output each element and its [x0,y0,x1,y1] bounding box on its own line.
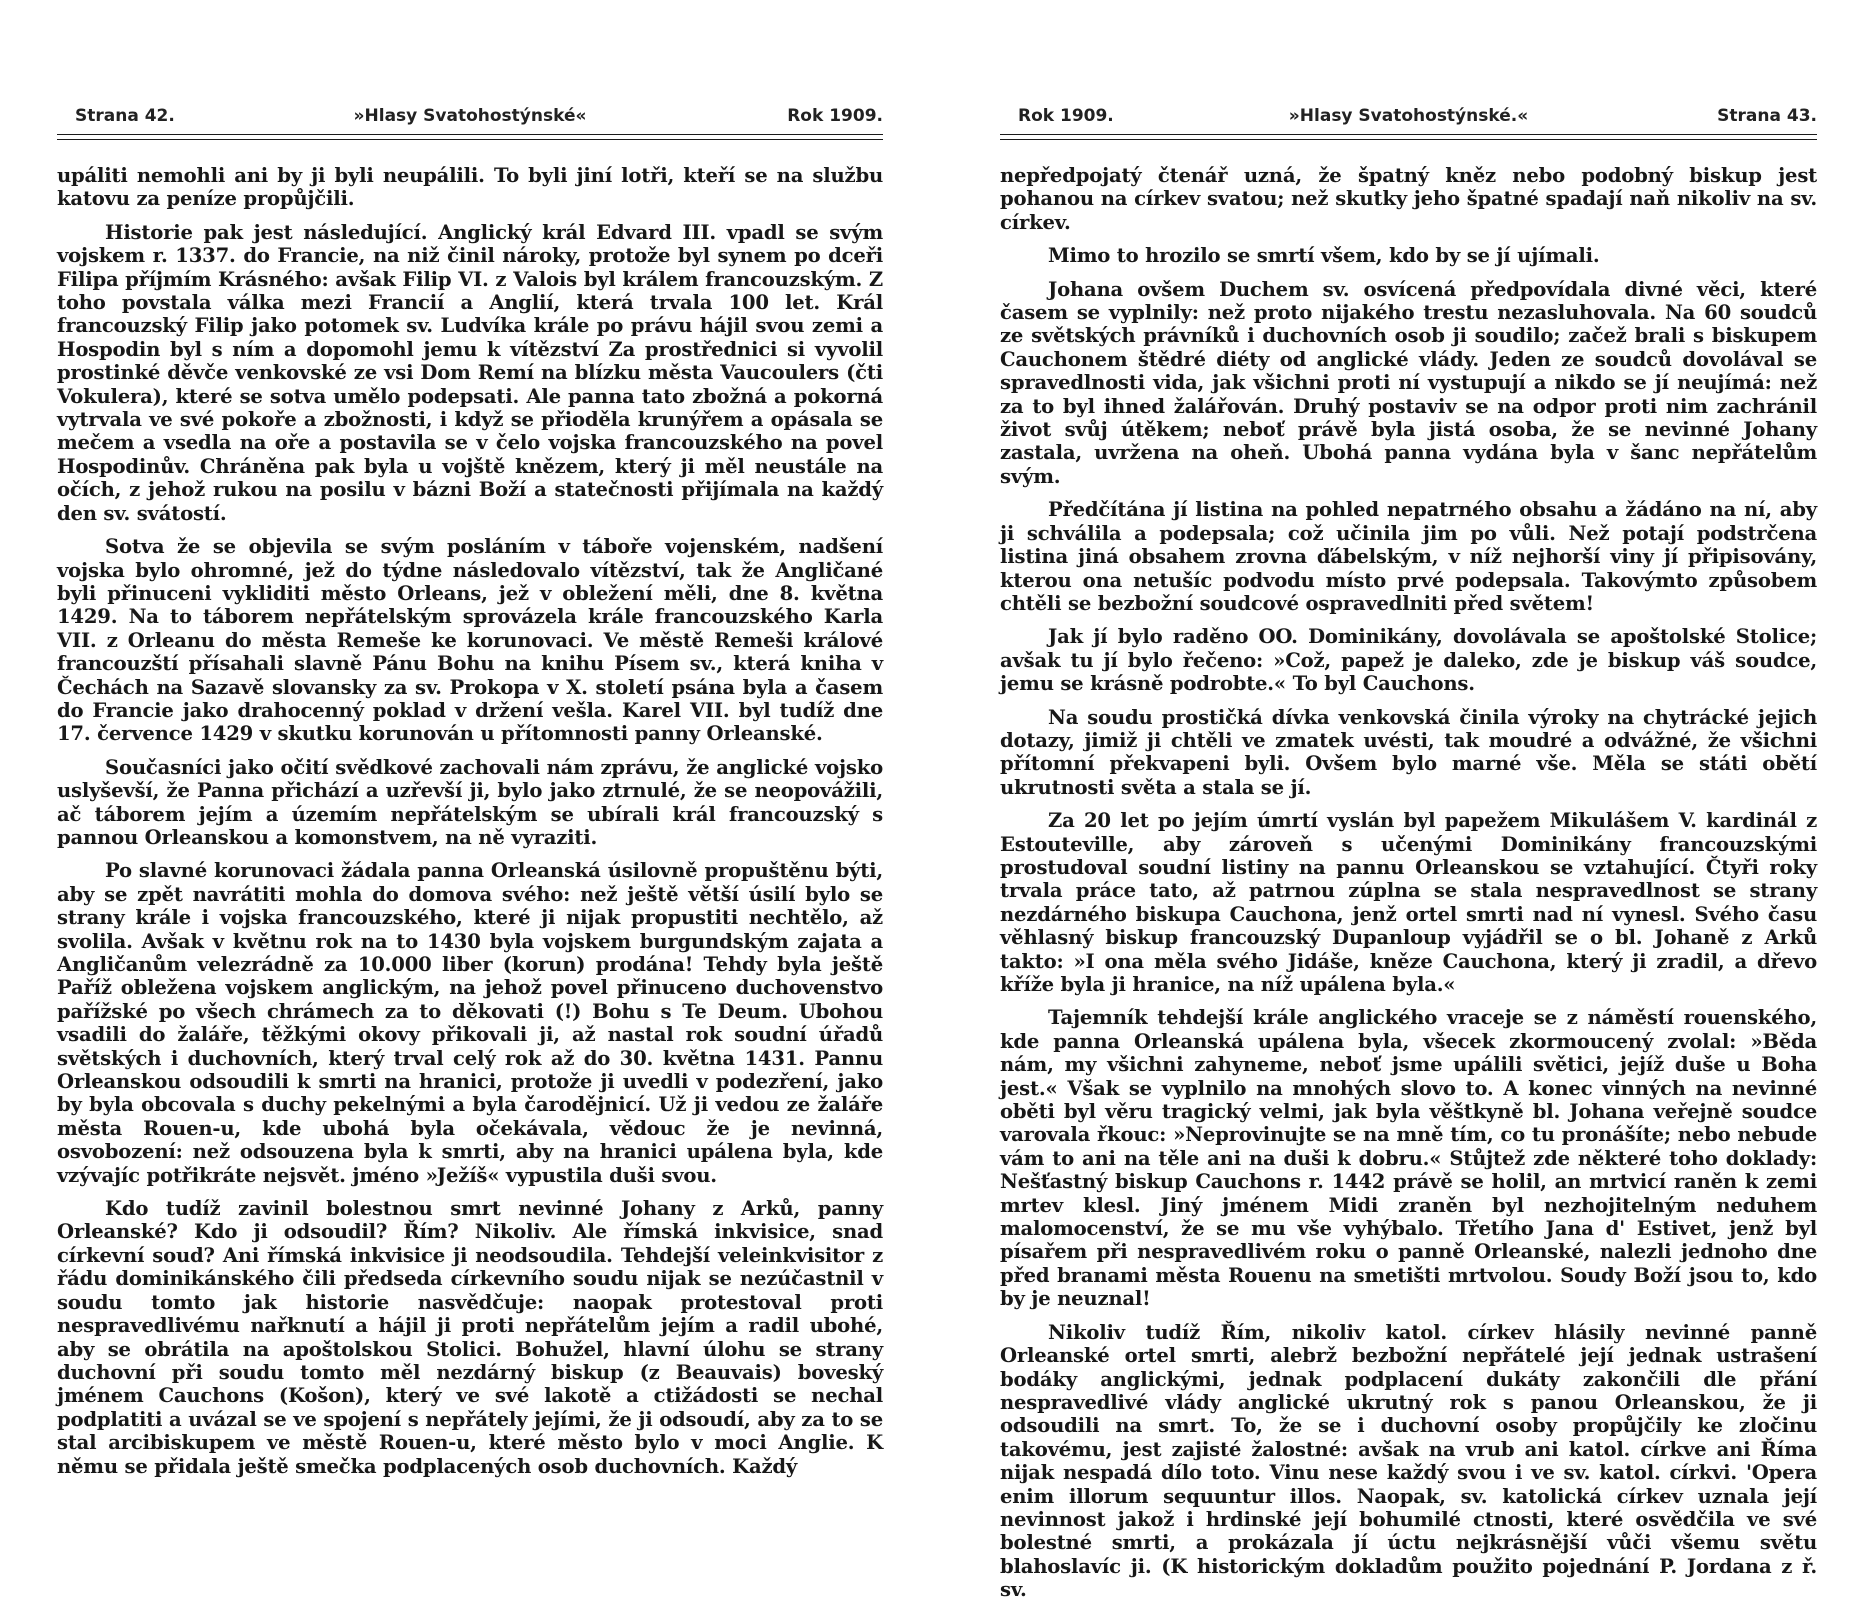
paragraph: Johana ovšem Duchem sv. osvícená předpovídala divné věci, které časem se vyplnily: než proto nijakého trestu nezasluhovala. Na 60 soudců ze světských právníků i duchovních osob ji soudilo; začež brali s biskupem Cauchonem štědré diéty od anglické vlády. Jeden ze soudců dovolával se spravedlnosti vida, jak všichni proti ní vystupují a nikdo se jí neujímá: než za to byl ihned žalářován. Druhý postaviv se na odpor proti nim zachránil život svůj útěkem; neboť právě byla jistá osoba, že se nevinné Johany zastala, uvržena na oheň. Ubohá panna vydána byla v šanc nepřátelům svým. [1000,277,1817,488]
paragraph: Sotva že se objevila se svým posláním v táboře vojenském, nadšení vojska bylo ohromné, jež do týdne následovalo vítězství, tak že Angličané byli přinuceni vykliditi město Orleans, jež v obležení měli, dne 8. května 1429. Na to táborem nepřátelským sprovázela krále francouzského Karla VII. z Orleanu do města Remeše ke korunovaci. Ve městě Remeši králové francouzští přísahali slavně Pánu Bohu na knihu Písem sv., která kniha v Čechách na Sazavě slovansky za sv. Prokopa v X. století psána byla a časem do Francie jako drahocenný poklad v držení vešla. Karel VII. byl tudíž dne 17. července 1429 v skutku korunován u přítomnosti panny Orleanské. [57,535,883,746]
paragraph: Historie pak jest následující. Anglický král Edvard III. vpadl se svým vojskem r. 1337. do Francie, na niž činil nároky, protože byl synem po dceři Filipa příjmím Krásného: avšak Filip VI. z Valois byl králem francouzským. Z toho povstala válka mezi Francií a Anglií, která trvala 100 let. Král francouzský Filip jako potomek sv. Ludvíka krále po právu hájil svou zemi a Hospodin byl s ním a dopomohl jemu k vítězství Za prostřednici si vyvolil prostinké děvče venkovské ze vsi Dom Remí na blízku města Vaucoulers (čti Vokulera), které se sotva umělo podepsati. Ale panna tato zbožná a pokorná vytrvala ve své pokoře a zbožnosti, i když se přioděla krunýřem a opásala se mečem a vsedla na oře a postavila se v čelo vojska francouzského na povel Hospodinův. Chráněna pak byla u vojště knězem, který ji měl neustále na očích, z jehož rukou na posilu v bázni Boží a statečnosti přijímala na každý den sv. svátostí. [57,220,883,525]
header-rule [57,134,883,135]
right-page-header [1000,106,1817,136]
journal-title: »Hlasy Svatohostýnské.« [1288,106,1529,126]
paragraph: Kdo tudíž zavinil bolestnou smrt nevinné Johany z Arků, panny Orleanské? Kdo ji odsoudil? Řím? Nikoliv. Ale římská inkvisice, snad církevní soud? Ani římská inkvisice ji neodsoudila. Tehdejší veleinkvisitor z řádu dominikánského čili předseda církevního soudu nijak se nezúčastnil v soudu tomto jak historie nasvědčuje: naopak protestoval proti nespravedlivému nařknutí a hájil ji proti nepřátelům jejím a radil ubohé, aby se obrátila na apoštolskou Stolici. Bohužel, hlavní úlohu se strany duchovní při soudu tomto měl nezdárný biskup (z Beauvais) boveský jménem Cauchons (Košon), který ve své lakotě a ctižádosti se nechal podplatiti a uvázal se ve spojení s nepřátely jejími, že ji odsoudí, aby za to se stal arcibiskupem ve městě Rouen-u, které město bylo v moci Anglie. K němu se přidala ještě smečka podplacených osob duchovních. Každý [57,1197,883,1478]
paragraph: Po slavné korunovaci žádala panna Orleanská úsilovně propuštěnu býti, aby se zpět navrátiti mohla do domova svého: než ještě větší úsilí bylo se strany krále i vojska francouzského, které ji nijak propustiti nechtělo, až svolila. Avšak v květnu rok na to 1430 byla vojskem burgundským zajata a Angličanům velezrádně za 10.000 liber (korun) prodána! Tehdy byla ještě Paříž obležena vojskem anglickým, na jehož povel přinuceno duchovenstvo pařížské po všech chrámech za to děkovati (!) Bohu s Te Deum. Ubohou vsadili do žaláře, těžkými okovy přikovali ji, až nastal rok soudní úřadů světských i duchovních, který trval celý rok až do 30. května 1431. Pannu Orleanskou odsoudili k smrti na hranici, protože ji uvedli v podezření, jako by byla obcovala s duchy pekelnými a byla čarodějnicí. Už ji vedou ze žaláře města Rouen-u, kde ubohá byla očekávala, vědouc že je nevinná, osvobození: než odsouzena byla k smrti, aby na hranici upálena byla, kde vzývajíc potřikráte nejsvět. jméno »Ježíš« vypustila duši svou. [57,859,883,1187]
page-number: Strana 43. [1717,106,1817,126]
header-rule [57,139,883,140]
header-rule [1000,139,1817,140]
paragraph: Tajemník tehdejší krále anglického vraceje se z náměstí rouenského, kde panna Orleanská upálena byla, všecek zkormoucený zvolal: »Běda nám, my všichni zahyneme, neboť jsme upálili světici, jejíž duše u Boha jest.« Však se vyplnilo na mnohých slovo to. A konec vinných na nevinné oběti byl věru tragický velmi, jak byla věštkyně bl. Johana veřejně soudce varovala řkouc: »Neprovinujte se na mně tím, co tu pronášíte; nebo nebude vám to ani na těle ani na duši k dobru.« Stůjtež zde některé toho doklady: Nešťastný biskup Cauchons r. 1442 právě se holil, an mrtvicí raněn k zemi mrtev klesl. Jiný jménem Midi zraněn byl nezhojitelným neduhem malomocenství, že se mu vše vyhýbalo. Třetího Jana d' Estivet, jenž byl písařem při nespravedlivém roku o panně Orleanské, nalezli jednoho dne před branami města Rouenu na smetišti mrtvolou. Soudy Boží jsou to, kdo by je neuznal! [1000,1006,1817,1311]
paragraph: Současníci jako očití svědkové zachovali nám zprávu, že anglické vojsko uslyševší, že Panna přichází a uzřevší ji, bylo jako ztrnulé, že se neopovážili, ač táborem jejím a územím nepřátelským se ubírali král francouzský s pannou Orleanskou a komonstvem, na ně vyraziti. [57,755,883,849]
journal-title: »Hlasy Svatohostýnské« [353,106,587,126]
paragraph: Mimo to hrozilo se smrtí všem, kdo by se jí ujímali. [1048,244,1600,268]
paragraph: Předčítána jí listina na pohled nepatrného obsahu a žádáno na ní, aby ji schválila a podepsala; což učinila jim po vůli. Než potají podstrčena listina jiná obsahem zrovna ďábelským, v níž nejhorší viny jí připisovány, kterou ona netušíc podvodu místo prvé podepsala. Takovýmto způsobem chtěli se bezbožní soudcové ospravedlniti před světem! [1000,498,1817,615]
paragraph: Jak jí bylo raděno OO. Dominikány, dovolávala se apoštolské Stolice; avšak tu jí bylo řečeno: »Což, papež je daleko, zde je biskup váš soudce, jemu se krásně podrobte.« To byl Cauchons. [1000,625,1817,696]
left-page-text [57,164,883,1488]
year-label: Rok 1909. [787,106,883,126]
header-rule [1000,134,1817,135]
right-page-text [1000,164,1817,1612]
page-number: Strana 42. [75,106,175,126]
paragraph: Nikoliv tudíž Řím, nikoliv katol. církev hlásily nevinné panně Orleanské ortel smrti, alebrž bezbožní nepřátelé její jednak ustrašení bodáky anglickými, jednak podplacení dukáty zakončili dle přání nespravedlivé vlády anglické ukrutný rok s panou Orleanskou, že ji odsoudili na smrt. To, že se i duchovní osoby propůjčily ke zločinu takovému, jest zajisté žalostné: avšak na vrub ani katol. církve ani Říma nijak nespadá dílo toto. Vinu nese každý svou i ve sv. katol. církvi. 'Opera enim illorum sequuntur illos. Naopak, sv. katolická církev uznala její nevinnost jakož i hrdinské její bohumilé ctnosti, které osvědčila ve své bolestné smrti, a prokázala jí úctu nejkrásnější vůči všemu světu blahoslavíc ji. (K historickým dokladům použito pojednání P. Jordana z ř. sv. [1000,1320,1817,1602]
paragraph: upáliti nemohli ani by ji byli neupálili. To byli jiní lotři, kteří se na službu katovu za peníze propůjčili. [57,164,883,211]
paragraph: nepředpojatý čtenář uzná, že špatný kněz nebo podobný biskup jest pohanou na církev svatou; než skutky jeho špatné spadají naň nikoliv na sv. církev. [1000,164,1817,234]
year-label: Rok 1909. [1018,106,1114,126]
paragraph: Na soudu prostičká dívka venkovská činila výroky na chytrácké jejich dotazy, jimiž ji chtěli ve zmatek uvésti, tak moudré a odvážné, že všichni přítomní překvapeni byli. Ovšem bylo marné vše. Měla se státi obětí ukrutnosti světa a stala se jí. [1000,705,1817,799]
left-page-header [57,106,883,136]
paragraph: Za 20 let po jejím úmrtí vyslán byl papežem Mikulášem V. kardinál z Estouteville, aby zároveň s učenými Dominikány francouzskými prostudoval soudní listiny na pannu Orleanskou se vztahující. Čtyři roky trvala práce tato, až patrnou zúplna se stala nespravedlnost se strany nezdárného biskupa Cauchona, jenž ortel smrti nad ní vynesl. Svého času věhlasný biskup francouzský Dupanloup vyjádřil se o bl. Johaně z Arků takto: »I ona měla svého Jidáše, kněze Cauchona, který ji zradil, a dřevo kříže byla ji hranice, na níž upálena byla.« [1000,809,1817,996]
